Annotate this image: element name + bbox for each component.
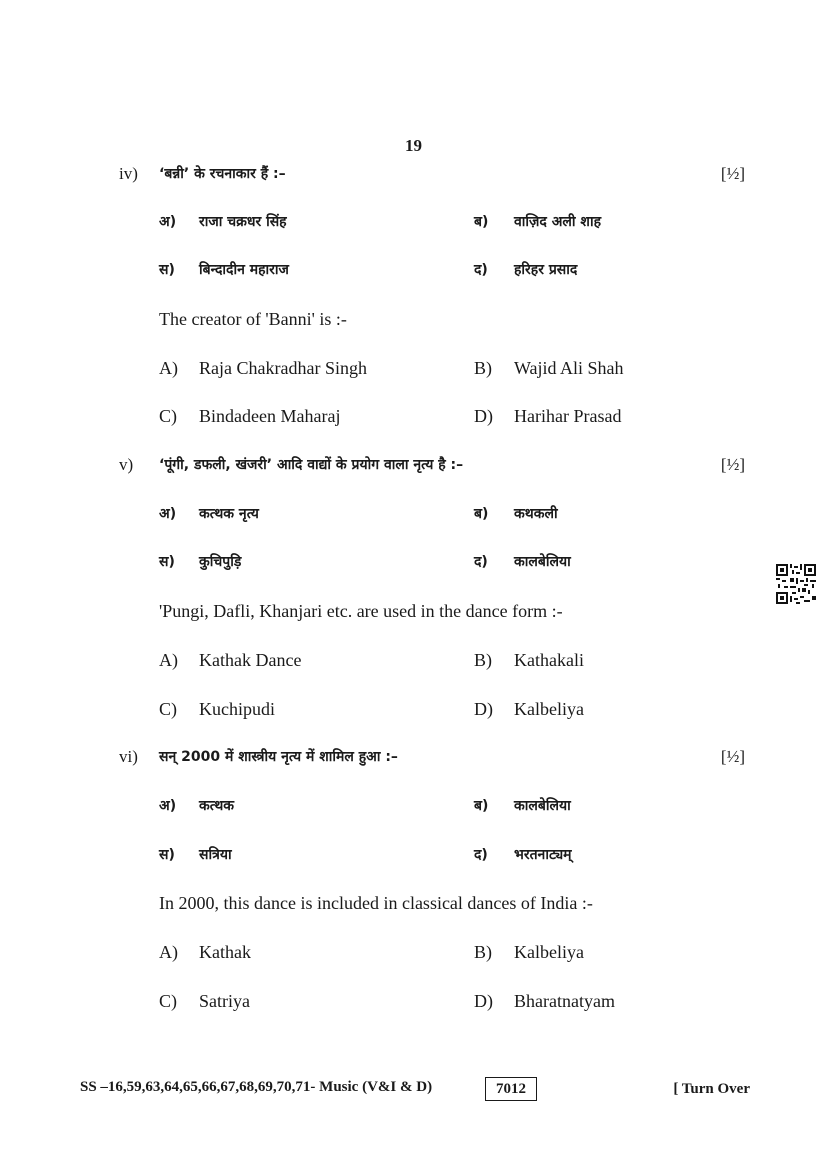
option-text: सत्रिया [199,847,232,863]
option-text: Kathak [199,942,251,962]
option-text: Kuchipudi [199,699,275,719]
option-label: B) [474,942,492,962]
question-header [0,164,827,188]
option-label: ब) [474,798,489,814]
qr-code-icon [776,564,816,604]
question-text-english: 'Pungi, Dafli, Khanjari etc. are used in the dance form :- [159,601,563,621]
question-text-hindi: सन् 2000 में शास्त्रीय नृत्य में शामिल हुआ :– [159,749,398,765]
option-text: Satriya [199,991,250,1011]
option-label: C) [159,991,177,1011]
option-text: भरतनाट्यम् [514,847,572,863]
option-text: कत्थक [199,798,235,814]
option-text: Wajid Ali Shah [514,358,624,378]
option-label: D) [474,406,493,426]
option-text: Kalbeliya [514,699,584,719]
option-text: Kathak Dance [199,650,302,670]
question-text-hindi: ‘बन्नी’ के रचनाकार हैं :– [159,166,286,182]
option-label: स) [159,262,175,278]
option-label: C) [159,699,177,719]
option-text: हरिहर प्रसाद [514,262,578,278]
option-label: अ) [159,214,177,230]
option-label: A) [159,358,178,378]
option-text: Bharatnatyam [514,991,615,1011]
option-label: स) [159,554,175,570]
option-label: D) [474,699,493,719]
option-label: A) [159,942,178,962]
question-text-english: The creator of 'Banni' is :- [159,309,347,329]
page-footer [80,1077,750,1103]
option-label: ब) [474,506,489,522]
option-label: अ) [159,798,177,814]
option-label: B) [474,358,492,378]
option-text: Kathakali [514,650,584,670]
option-label: स) [159,847,175,863]
option-text: Harihar Prasad [514,406,622,426]
option-label: द) [474,262,488,278]
paper-code-box: 7012 [485,1077,537,1101]
exam-code: SS –16,59,63,64,65,66,67,68,69,70,71- Music (V&I & D) [80,1079,433,1095]
question-text-hindi: ‘पूंगी, डफली, खंजरी’ आदि वाद्यों के प्रयोग वाला नृत्य है :– [159,457,464,473]
page-number: 19 [405,136,422,155]
option-text: वाज़िद अली शाह [514,214,601,230]
question-number: iv) [119,164,138,183]
option-text: Kalbeliya [514,942,584,962]
question-number: v) [119,455,134,474]
option-text: Raja Chakradhar Singh [199,358,367,378]
question-number: vi) [119,747,138,766]
question-marks: [½] [720,747,745,766]
turn-over-label: [ Turn Over [673,1081,750,1097]
question-header [0,747,827,771]
option-text: कत्थक नृत्य [199,506,259,522]
question-text-english: In 2000, this dance is included in classical dances of India :- [159,893,593,913]
question-marks: [½] [720,455,745,474]
option-text: Bindadeen Maharaj [199,406,341,426]
question-header [0,455,827,479]
option-label: द) [474,554,488,570]
option-label: D) [474,991,493,1011]
option-label: द) [474,847,488,863]
option-label: A) [159,650,178,670]
option-label: ब) [474,214,489,230]
option-text: कालबेलिया [514,554,571,570]
option-text: कालबेलिया [514,798,571,814]
option-label: C) [159,406,177,426]
option-text: कुचिपुड़ि [199,554,242,570]
option-text: राजा चक्रधर सिंह [199,214,287,230]
option-label: अ) [159,506,177,522]
option-label: B) [474,650,492,670]
question-marks: [½] [720,164,745,183]
option-text: कथकली [514,506,558,522]
option-text: बिन्दादीन महाराज [199,262,289,278]
